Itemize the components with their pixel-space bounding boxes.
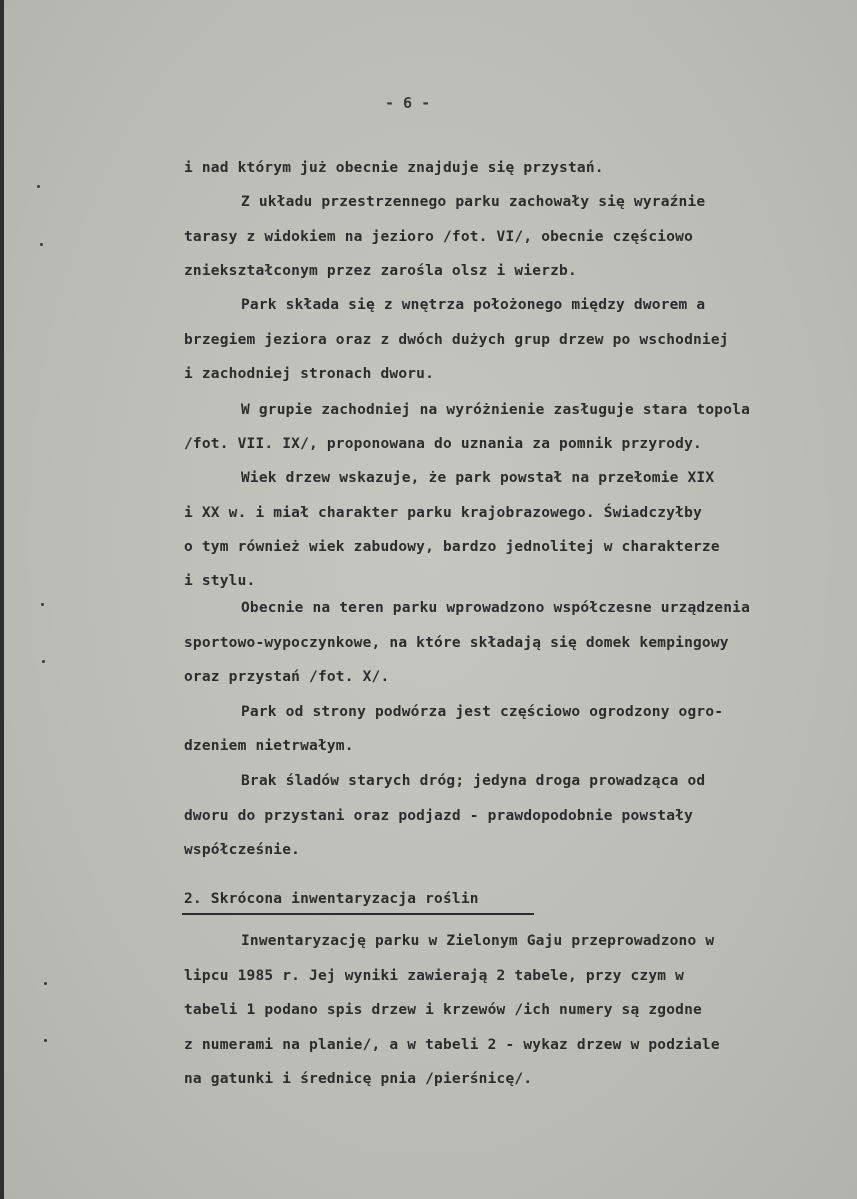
text-line: i nad którym już obecnie znajduje się przystań. bbox=[184, 160, 604, 176]
text-line: lipcu 1985 r. Jej wyniki zawierają 2 tabele, przy czym w bbox=[184, 968, 685, 984]
text-line: Brak śladów starych dróg; jedyna droga prowadząca od bbox=[241, 773, 706, 789]
text-line: Inwentaryzację parku w Zielonym Gaju przeprowadzono w bbox=[241, 933, 715, 949]
text-line: i XX w. i miał charakter parku krajobrazowego. Świadczyłby bbox=[184, 505, 702, 521]
text-line: i stylu. bbox=[184, 573, 256, 589]
margin-speck bbox=[37, 185, 40, 188]
text-line: tabeli 1 podano spis drzew i krzewów /ich numery są zgodne bbox=[184, 1002, 702, 1018]
text-line: zniekształconym przez zarośla olsz i wierzb. bbox=[184, 263, 577, 279]
margin-speck bbox=[44, 982, 47, 985]
margin-speck bbox=[42, 660, 45, 663]
text-line: o tym również wiek zabudowy, bardzo jednolitej w charakterze bbox=[184, 539, 720, 555]
heading-underline bbox=[182, 913, 534, 915]
text-line: /fot. VII. IX/, proponowana do uznania za pomnik przyrody. bbox=[184, 436, 702, 452]
text-line: W grupie zachodniej na wyróżnienie zasługuje stara topola bbox=[241, 402, 750, 418]
text-line: z numerami na planie/, a w tabeli 2 - wykaz drzew w podziale bbox=[184, 1037, 720, 1053]
text-line: Park od strony podwórza jest częściowo ogrodzony ogro- bbox=[241, 704, 724, 720]
text-line: Obecnie na teren parku wprowadzono współczesne urządzenia bbox=[241, 600, 750, 616]
margin-speck bbox=[41, 603, 44, 606]
page-number: - 6 - bbox=[385, 94, 431, 112]
text-line: dworu do przystani oraz podjazd - prawdopodobnie powstały bbox=[184, 808, 693, 824]
section-heading: 2. Skrócona inwentaryzacja roślin bbox=[184, 891, 479, 907]
text-line: Z układu przestrzennego parku zachowały się wyraźnie bbox=[241, 194, 706, 210]
text-line: współcześnie. bbox=[184, 842, 301, 858]
text-line: na gatunki i średnicę pnia /pierśnicę/. bbox=[184, 1071, 533, 1087]
margin-speck bbox=[44, 1039, 47, 1042]
page-edge-shadow bbox=[0, 0, 4, 1199]
text-line: brzegiem jeziora oraz z dwóch dużych grup drzew po wschodniej bbox=[184, 332, 729, 348]
text-line: dzeniem nietrwałym. bbox=[184, 738, 354, 754]
margin-speck bbox=[40, 243, 43, 246]
text-line: tarasy z widokiem na jezioro /fot. VI/, obecnie częściowo bbox=[184, 229, 693, 245]
text-line: i zachodniej stronach dworu. bbox=[184, 366, 435, 382]
text-line: Park składa się z wnętrza położonego między dworem a bbox=[241, 297, 706, 313]
text-line: sportowo-wypoczynkowe, na które składają się domek kempingowy bbox=[184, 635, 729, 651]
text-line: oraz przystań /fot. X/. bbox=[184, 669, 390, 685]
text-line: Wiek drzew wskazuje, że park powstał na przełomie XIX bbox=[241, 470, 715, 486]
